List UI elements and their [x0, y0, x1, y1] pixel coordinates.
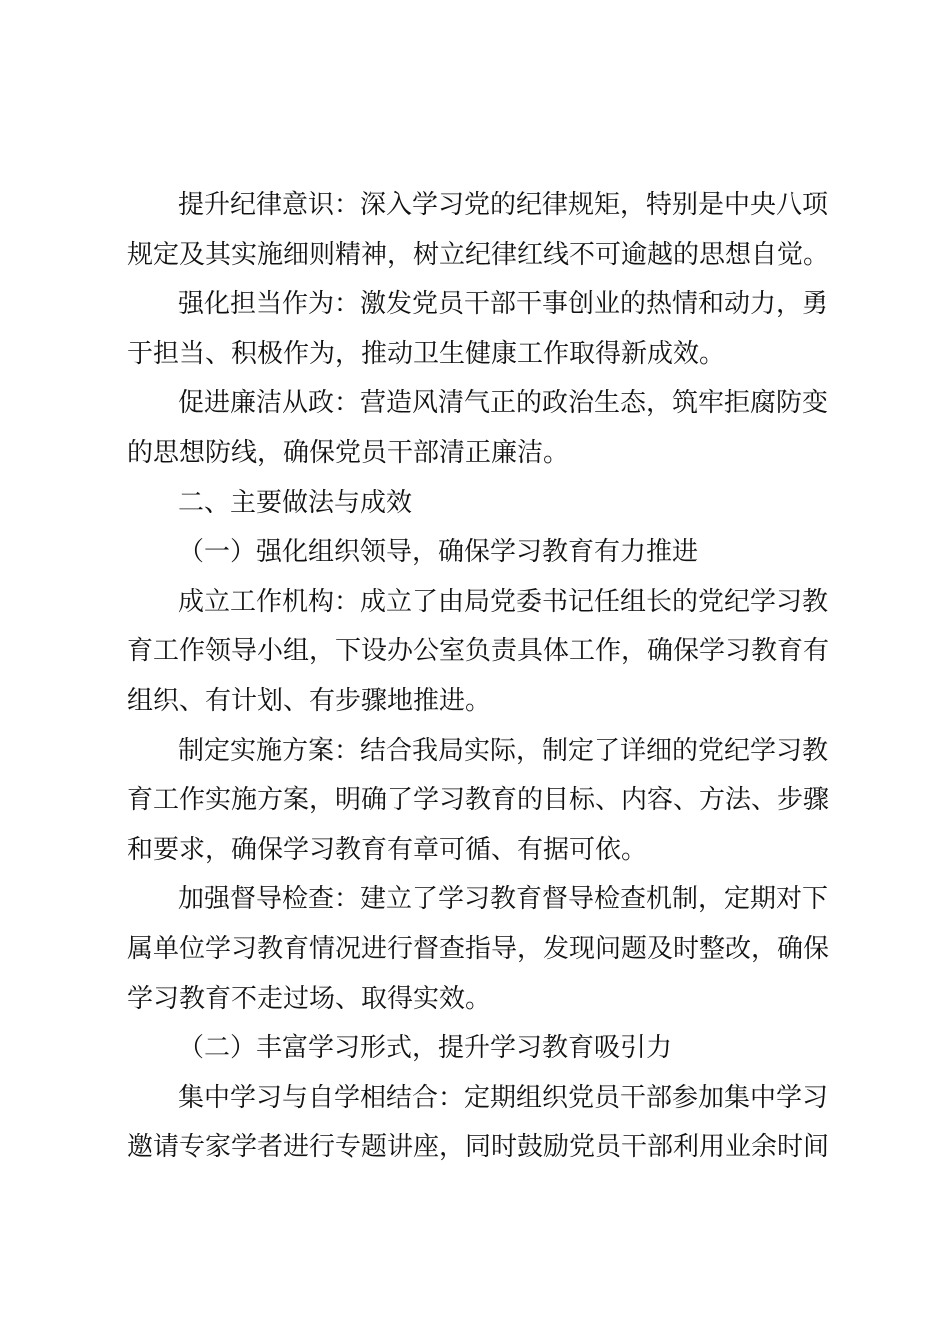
paragraph-line: 强化担当作为：激发党员干部干事创业的热情和动力，勇 [178, 289, 829, 320]
subsection-heading: （二）丰富学习形式，提升学习教育吸引力 [178, 1033, 673, 1064]
section-heading: 二、主要做法与成效 [178, 487, 413, 518]
subsection-heading: （一）强化组织领导，确保学习教育有力推进 [178, 537, 699, 568]
paragraph-line: 加强督导检查：建立了学习教育督导检查机制，定期对下 [178, 884, 829, 915]
paragraph-line: 组织、有计划、有步骤地推进。 [127, 685, 492, 716]
paragraph-line: 学习教育不走过场、取得实效。 [127, 983, 492, 1014]
paragraph-line: 和要求，确保学习教育有章可循、有据可依。 [127, 834, 648, 865]
paragraph-line: 的思想防线，确保党员干部清正廉洁。 [127, 437, 570, 468]
document-body [127, 181, 833, 1173]
paragraph-line: 属单位学习教育情况进行督查指导，发现问题及时整改，确保 [127, 933, 830, 964]
paragraph-line: 成立工作机构：成立了由局党委书记任组长的党纪学习教 [178, 586, 829, 617]
paragraph-line: 育工作领导小组，下设办公室负责具体工作，确保学习教育有 [127, 636, 830, 667]
paragraph-line: 于担当、积极作为，推动卫生健康工作取得新成效。 [127, 338, 726, 369]
paragraph-line: 规定及其实施细则精神，树立纪律红线不可逾越的思想自觉。 [127, 239, 830, 270]
paragraph-line: 促进廉洁从政：营造风清气正的政治生态，筑牢拒腐防变 [178, 388, 829, 419]
paragraph-line: 育工作实施方案，明确了学习教育的目标、内容、方法、步骤 [127, 785, 830, 816]
paragraph-line: 制定实施方案：结合我局实际，制定了详细的党纪学习教 [178, 735, 829, 766]
paragraph-line: 提升纪律意识：深入学习党的纪律规矩，特别是中央八项 [178, 190, 829, 220]
paragraph-line: 集中学习与自学相结合：定期组织党员干部参加集中学习 [178, 1082, 829, 1113]
paragraph-line: 邀请专家学者进行专题讲座，同时鼓励党员干部利用业余时间 [127, 1132, 830, 1163]
